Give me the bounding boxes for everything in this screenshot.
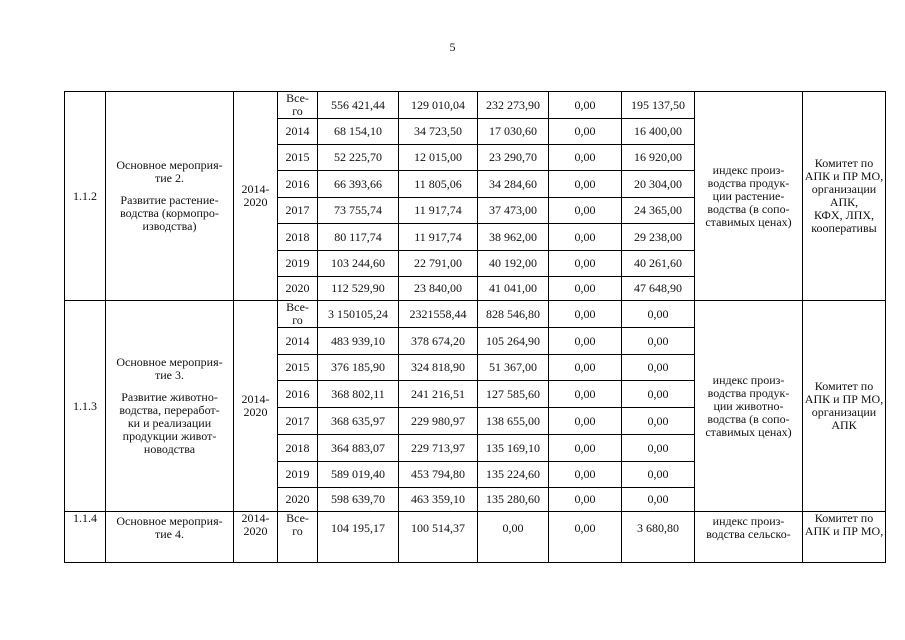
executor-line: АПК и ПР МО, [804,392,884,406]
period-line: 2014- [241,182,270,196]
indicator-line: водства (в сопо- [707,201,790,216]
amount-cell: 103 244,60 [318,251,399,277]
measure-title-line: Основное мероприя- [116,355,223,369]
label-line: 2015 [285,150,310,164]
amount-cell: 29 238,00 [622,224,695,251]
amount-cell: 73 755,74 [318,198,399,224]
amount-cell: 0,00 [478,512,549,563]
label-line: 2019 [285,467,310,481]
amount-cell: 0,00 [549,198,622,224]
indicator [695,301,803,512]
measure-code: 1.1.2 [65,92,106,301]
amount-cell: 0,00 [549,435,622,462]
table-row [65,301,886,328]
amount-cell: 453 794,80 [399,462,478,488]
amount-cell: 0,00 [549,462,622,488]
period-line: 2020 [243,195,268,209]
period-line: 2020 [243,524,268,538]
amount-cell: 68 154,10 [318,119,399,145]
total-label [278,301,318,328]
label-line: 2016 [285,386,310,401]
indicator-line: водства (в сопо- [707,411,790,426]
amount-cell: 41 041,00 [478,277,549,301]
amount-cell: 51 367,00 [478,355,549,381]
amount-cell: 34 723,50 [399,119,478,145]
amount-cell: 38 962,00 [478,224,549,251]
amount-cell: 11 805,06 [399,171,478,198]
amount-cell: 828 546,80 [478,301,549,328]
year-label [278,277,318,301]
measure-code: 1.1.3 [65,301,106,512]
amount-cell: 229 980,97 [399,408,478,435]
amount-cell: 135 169,10 [478,435,549,462]
period-line: 2020 [243,405,268,419]
label-line: Все- [286,91,309,105]
amount-cell: 16 400,00 [622,119,695,145]
amount-cell: 232 273,90 [478,92,549,119]
indicator-line: индекс произ- [712,514,785,528]
amount-cell: 376 185,90 [318,355,399,381]
amount-cell: 112 529,90 [318,277,399,301]
year-label [278,381,318,408]
amount-cell: 66 393,66 [318,171,399,198]
measure-description-line: изводства) [142,219,197,233]
measure-description-line: водства, переработ- [119,403,220,417]
executor-line: АПК и ПР МО, [804,169,884,183]
amount-cell: 12 015,00 [399,145,478,171]
measure-title [106,159,233,185]
implementation-period [234,301,278,512]
amount-cell: 0,00 [622,301,695,328]
amount-cell: 2321558,44 [399,301,478,328]
executor-line: кооперативы [811,221,877,235]
amount-cell: 135 224,60 [478,462,549,488]
measure-name [106,92,234,301]
amount-cell: 0,00 [549,251,622,277]
amount-cell: 22 791,00 [399,251,478,277]
year-label [278,224,318,251]
label-line: го [292,104,303,118]
executor-line: АПК [831,418,857,432]
amount-cell: 24 365,00 [622,198,695,224]
indicator-line: водства продук- [707,175,790,190]
amount-cell: 100 514,37 [399,512,478,563]
implementation-period [234,92,278,301]
amount-cell: 135 280,60 [478,488,549,512]
year-label [278,119,318,145]
measure-name [106,301,234,512]
amount-cell: 0,00 [622,462,695,488]
amount-cell: 0,00 [549,512,622,563]
year-label [278,488,318,512]
amount-cell: 241 216,51 [399,381,478,408]
amount-cell: 0,00 [549,92,622,119]
indicator-line: ставимых ценах) [705,214,792,229]
amount-cell: 52 225,70 [318,145,399,171]
label-line: 2017 [285,413,310,428]
label-line: 2015 [285,360,310,374]
amount-cell: 0,00 [622,435,695,462]
amount-cell: 105 264,90 [478,328,549,355]
implementation-period [234,512,278,563]
label-line: 2016 [285,176,310,191]
label-line: 2020 [285,281,310,295]
indicator-line: водства продук- [707,385,790,400]
amount-cell: 556 421,44 [318,92,399,119]
amount-cell: 0,00 [622,381,695,408]
indicator-line: ции животно- [713,398,784,413]
amount-cell: 0,00 [622,488,695,512]
label-line: 2014 [285,333,310,348]
amount-cell: 20 304,00 [622,171,695,198]
measure-code: 1.1.4 [65,512,106,563]
measure-description [106,391,233,456]
page-number: 5 [449,40,456,54]
label-line: 2014 [285,124,310,138]
label-line: го [292,313,303,327]
amount-cell: 0,00 [549,381,622,408]
year-label [278,251,318,277]
measure-name [106,512,234,563]
executor-line: Комитет по [814,379,874,393]
executor-line: КФХ, ЛПХ, [813,208,875,222]
measure-description-line: водства (кормопро- [120,206,219,220]
amount-cell: 0,00 [549,408,622,435]
measure-title-line: Основное мероприя- [116,158,223,172]
amount-cell: 0,00 [549,301,622,328]
amount-cell: 40 192,00 [478,251,549,277]
amount-cell: 0,00 [549,171,622,198]
amount-cell: 483 939,10 [318,328,399,355]
amount-cell: 129 010,04 [399,92,478,119]
amount-cell: 34 284,60 [478,171,549,198]
amount-cell: 364 883,07 [318,435,399,462]
amount-cell: 127 585,60 [478,381,549,408]
total-label [278,512,318,563]
executor-line: организации [811,405,877,419]
amount-cell: 229 713,97 [399,435,478,462]
executor-line: организации [811,182,877,196]
amount-cell: 11 917,74 [399,198,478,224]
year-label [278,355,318,381]
label-line: Все- [286,300,309,314]
amount-cell: 598 639,70 [318,488,399,512]
amount-cell: 0,00 [549,355,622,381]
label-line: 2020 [285,492,310,506]
indicator [695,92,803,301]
executor-line: АПК, [829,195,859,209]
indicator [695,512,803,563]
program-measures-table [64,91,886,563]
year-label [278,145,318,171]
amount-cell: 0,00 [549,328,622,355]
total-label [278,92,318,119]
measure-title [106,515,233,541]
amount-cell: 324 818,90 [399,355,478,381]
amount-cell: 0,00 [549,224,622,251]
amount-cell: 0,00 [549,145,622,171]
indicator-line: индекс произ- [712,162,785,177]
measure-title [106,356,233,382]
amount-cell: 80 117,74 [318,224,399,251]
amount-cell: 3 680,80 [622,512,695,563]
amount-cell: 463 359,10 [399,488,478,512]
executor-line: Комитет по [814,511,874,525]
label-line: 2018 [285,229,310,244]
year-label [278,198,318,224]
amount-cell: 0,00 [549,488,622,512]
executor [803,301,886,512]
amount-cell: 0,00 [622,355,695,381]
measure-description-line: Развитие растение- [120,193,219,207]
amount-cell: 40 261,60 [622,251,695,277]
amount-cell: 0,00 [622,328,695,355]
amount-cell: 17 030,60 [478,119,549,145]
year-label [278,462,318,488]
measure-description [106,194,233,233]
indicator-line: индекс произ- [712,372,785,387]
amount-cell: 378 674,20 [399,328,478,355]
executor [803,512,886,563]
amount-cell: 368 635,97 [318,408,399,435]
executor-line: АПК и ПР МО, [804,524,884,538]
year-label [278,408,318,435]
amount-cell: 3 150105,24 [318,301,399,328]
indicator-line: водства сельско- [706,527,791,541]
period-line: 2014- [241,392,270,406]
label-line: Все- [286,511,309,525]
amount-cell: 47 648,90 [622,277,695,301]
executor [803,92,886,301]
amount-cell: 37 473,00 [478,198,549,224]
measure-description-line: новодства [143,442,196,456]
measure-title-line: Основное мероприя- [116,514,223,528]
amount-cell: 16 920,00 [622,145,695,171]
label-line: 2019 [285,256,310,270]
year-label [278,435,318,462]
amount-cell: 11 917,74 [399,224,478,251]
amount-cell: 589 019,40 [318,462,399,488]
label-line: 2018 [285,440,310,455]
measure-title-line: тие 2. [155,171,184,185]
period-line: 2014- [241,511,270,525]
year-label [278,328,318,355]
amount-cell: 0,00 [549,277,622,301]
year-label [278,171,318,198]
label-line: го [292,524,303,538]
amount-cell: 138 655,00 [478,408,549,435]
measure-description-line: Развитие животно- [121,390,218,404]
amount-cell: 23 290,70 [478,145,549,171]
executor-line: Комитет по [814,156,874,170]
measure-title-line: тие 3. [155,368,184,382]
measure-title-line: тие 4. [155,527,184,541]
amount-cell: 368 802,11 [318,381,399,408]
label-line: 2017 [285,203,310,217]
table-row [65,512,886,563]
amount-cell: 23 840,00 [399,277,478,301]
measure-description-line: продукции живот- [122,429,217,443]
amount-cell: 195 137,50 [622,92,695,119]
amount-cell: 0,00 [622,408,695,435]
indicator-line: ставимых ценах) [705,424,792,439]
measure-description-line: ки и реализации [127,416,212,430]
table-row [65,92,886,119]
amount-cell: 104 195,17 [318,512,399,563]
amount-cell: 0,00 [549,119,622,145]
indicator-line: ции растение- [712,188,785,203]
